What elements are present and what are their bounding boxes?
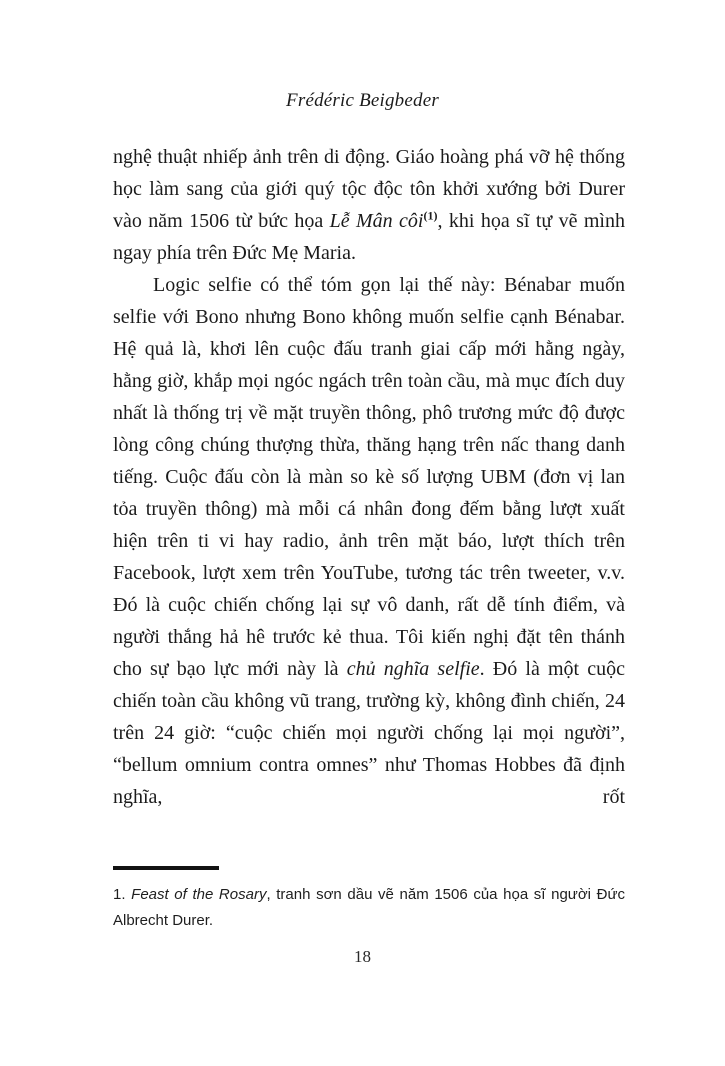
paragraph-selfie-logic <box>113 269 625 813</box>
para2-text: Logic selfie có thể tóm gọn lại thế này: Bénabar muốn selfie với Bono nhưng Bono không muốn selfie cạnh Bénabar. Hệ quả là, khơi lên cuộc đấu tranh giai cấp mới hằng ngày, hằng giờ, khắp mọi ngóc ngách trên toàn cầu, mà mục đích duy nhất là thống trị về mặt truyền thông, phô trương mức độ được lòng công chúng thượng thừa, thăng hạng trên nấc thang danh tiếng. Cuộc đấu còn là màn so kè số lượng UBM (đơn vị lan tỏa truyền thông) mà mỗi cá nhân đong đếm bằng lượt xuất hiện trên ti vi hay radio, ảnh trên mặt báo, lượt thích trên Facebook, lượt xem trên YouTube, tương tác trên tweeter, v.v. Đó là cuộc chiến chống lại sự vô danh, rất dễ tính điểm, và người thắng hả hê trước kẻ thua. Tôi kiến nghị đặt tên thánh cho sự bạo lực mới này là <box>113 274 625 680</box>
para1-text-after: , khi họa sĩ tự vẽ mình ngay phía trên Đức Mẹ Maria. <box>113 210 625 264</box>
body-text <box>113 141 625 813</box>
page-number: 18 <box>354 947 371 966</box>
paragraph-continuation <box>113 141 625 269</box>
footnote-ref-1: (1) <box>423 208 438 223</box>
footnote-separator-rule <box>113 866 219 870</box>
para1-work-title: Lễ Mân côi <box>329 210 424 232</box>
running-header-author: Frédéric Beigbeder <box>286 90 439 111</box>
footnote-text: , tranh sơn dầu vẽ năm 1506 của họa sĩ người Đức Albrecht Durer. <box>113 886 625 929</box>
para2-text-after: . Đó là một cuộc chiến toàn cầu không vũ trang, trường kỳ, không đình chiến, 24 trên 24 giờ: “cuộc chiến mọi người chống lại mọi người”, “bellum omnium contra omnes” như Thomas Hobbes đã định nghĩa, rốt <box>113 658 626 808</box>
footnote <box>113 882 625 934</box>
para1-text: nghệ thuật nhiếp ảnh trên di động. Giáo hoàng phá vỡ hệ thống học làm sang của giới quý tộc độc tôn khởi xướng bởi Durer vào năm 1506 từ bức họa <box>113 146 625 232</box>
para2-term-selfieism: chủ nghĩa selfie <box>346 658 480 680</box>
footnote-marker: 1. <box>113 886 132 903</box>
footnote-work-title: Feast of the Rosary <box>131 886 267 903</box>
